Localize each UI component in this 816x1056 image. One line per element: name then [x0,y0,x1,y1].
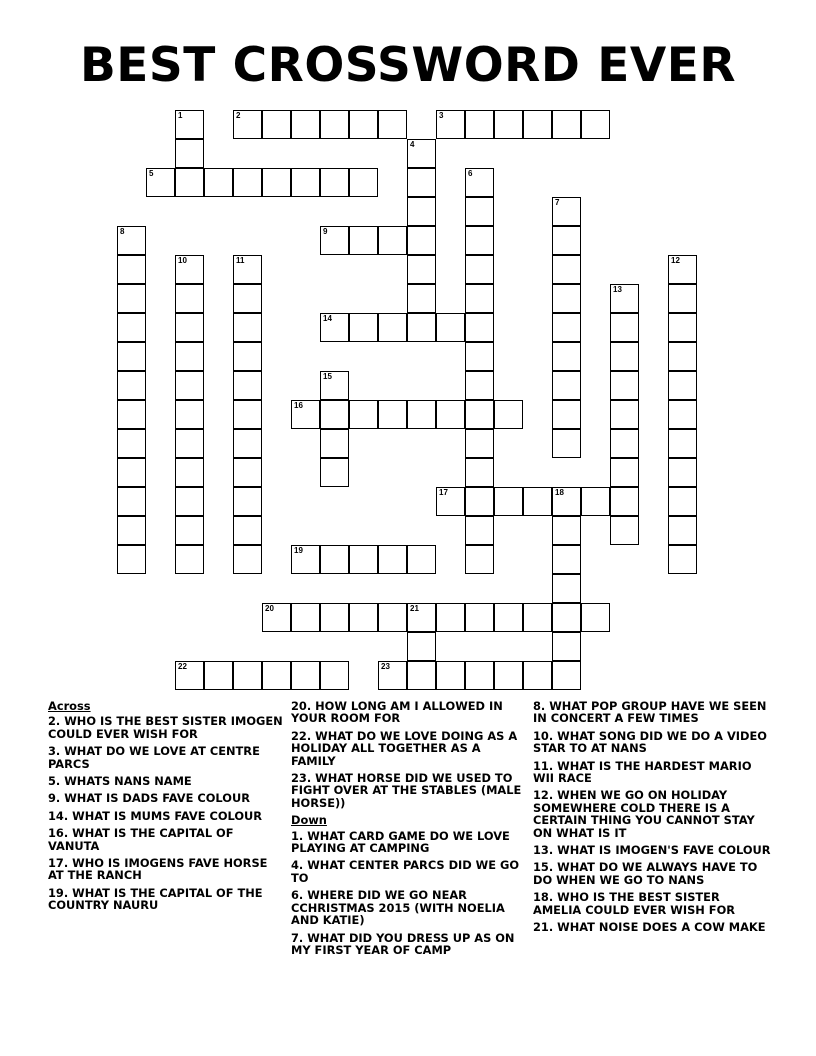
grid-cell[interactable] [175,284,204,313]
grid-cell[interactable] [407,313,436,342]
grid-cell[interactable] [668,545,697,574]
grid-cell[interactable] [349,400,378,429]
grid-cell[interactable] [117,226,146,255]
grid-cell[interactable] [378,110,407,139]
grid-cell[interactable] [117,458,146,487]
grid-cell[interactable] [610,313,639,342]
grid-cell[interactable] [378,545,407,574]
cell-number: 5 [149,169,154,178]
grid-cell[interactable] [117,342,146,371]
grid-cell[interactable] [494,110,523,139]
cell-number: 8 [120,227,125,236]
grid-cell[interactable] [581,603,610,632]
clue-down-13: 13. WHAT IS IMOGEN'S FAVE COLOUR [533,843,771,858]
grid-cell[interactable] [378,313,407,342]
grid-cell[interactable] [378,400,407,429]
grid-cell[interactable] [465,429,494,458]
grid-cell[interactable] [465,110,494,139]
grid-cell[interactable] [610,400,639,429]
grid-cell[interactable] [465,371,494,400]
grid-cell[interactable] [320,429,349,458]
grid-cell[interactable] [117,487,146,516]
clue-across-20: 20. HOW LONG AM I ALLOWED IN YOUR ROOM FOR [291,699,503,726]
grid-cell[interactable] [291,603,320,632]
grid-cell[interactable] [436,313,465,342]
clue-down-7: 7. WHAT DID YOU DRESS UP AS ON MY FIRST YEAR OF CAMP [291,930,515,957]
clue-down-11: 11. WHAT IS THE HARDEST MARIO WII RACE [533,758,752,786]
grid-cell[interactable] [494,661,523,690]
clue-down-18: 18. WHO IS THE BEST SISTER AMELIA COULD EVER WISH FOR [533,890,736,917]
grid-cell[interactable] [407,400,436,429]
grid-cell[interactable] [117,516,146,545]
grid-cell[interactable] [465,603,494,632]
cell-number: 12 [671,256,680,265]
grid-cell[interactable] [320,313,349,342]
cell-number: 21 [410,604,419,613]
grid-cell[interactable] [668,342,697,371]
clue-across-19: 19. WHAT IS THE CAPITAL OF THE COUNTRY NAURU [48,885,263,913]
cell-number: 2 [236,111,241,120]
grid-cell[interactable] [233,400,262,429]
grid-cell[interactable] [117,255,146,284]
grid-cell[interactable] [175,458,204,487]
grid-cell[interactable] [465,545,494,574]
grid-cell[interactable] [233,255,262,284]
grid-cell[interactable] [320,371,349,400]
grid-cell[interactable] [552,255,581,284]
cell-number: 11 [236,256,245,265]
grid-cell[interactable] [262,168,291,197]
clue-across-22: 22. WHAT DO WE LOVE DOING AS A HOLIDAY ALL TOGETHER AS A FAMILY [291,728,518,768]
cell-number: 20 [265,604,274,613]
grid-cell[interactable] [117,400,146,429]
clue-column-3 [533,700,771,939]
grid-cell[interactable] [552,342,581,371]
grid-cell[interactable] [668,458,697,487]
cell-number: 1 [178,111,183,120]
grid-cell[interactable] [523,661,552,690]
grid-cell[interactable] [175,661,204,690]
grid-cell[interactable] [494,487,523,516]
across-heading: Across [48,699,91,713]
grid-cell[interactable] [233,313,262,342]
grid-cell[interactable] [320,458,349,487]
down-heading: Down [291,813,327,828]
grid-cell[interactable] [233,284,262,313]
clue-across-3: 3. WHAT DO WE LOVE AT CENTRE PARCS [48,744,260,771]
grid-cell[interactable] [465,313,494,342]
cell-number: 10 [178,256,187,265]
grid-cell[interactable] [610,487,639,516]
clue-down-10: 10. WHAT SONG DID WE DO A VIDEO STAR TO AT NANS [533,728,767,756]
grid-cell[interactable] [349,313,378,342]
grid-cell[interactable] [581,110,610,139]
grid-cell[interactable] [407,255,436,284]
grid-cell[interactable] [465,400,494,429]
grid-cell[interactable] [175,110,204,139]
clue-down-21: 21. WHAT NOISE DOES A COW MAKE [533,920,766,935]
grid-cell[interactable] [175,545,204,574]
grid-cell[interactable] [668,371,697,400]
clue-across-2: 2. WHO IS THE BEST SISTER IMOGEN COULD EVER WISH FOR [48,714,283,741]
grid-cell[interactable] [552,110,581,139]
cell-number: 16 [294,401,303,410]
grid-cell[interactable] [552,632,581,661]
grid-cell[interactable] [320,545,349,574]
grid-cell[interactable] [320,400,349,429]
grid-cell[interactable] [465,197,494,226]
grid-cell[interactable] [552,429,581,458]
cell-number: 23 [381,662,390,671]
cell-number: 18 [555,488,564,497]
grid-cell[interactable] [233,545,262,574]
grid-cell[interactable] [668,284,697,313]
grid-cell[interactable] [378,661,407,690]
grid-cell[interactable] [465,284,494,313]
grid-cell[interactable] [291,661,320,690]
clue-down-1: 1. WHAT CARD GAME DO WE LOVE PLAYING AT CAMPING [291,828,510,856]
grid-cell[interactable] [552,197,581,226]
cell-number: 22 [178,662,187,671]
grid-cell[interactable] [175,487,204,516]
grid-cell[interactable] [175,429,204,458]
clue-down-15: 15. WHAT DO WE ALWAYS HAVE TO DO WHEN WE GO TO NANS [533,860,758,887]
grid-cell[interactable] [407,226,436,255]
grid-cell[interactable] [465,255,494,284]
clue-down-8: 8. WHAT POP GROUP HAVE WE SEEN IN CONCERT A FEW TIMES [533,699,767,726]
grid-cell[interactable] [407,168,436,197]
grid-cell[interactable] [233,429,262,458]
grid-cell[interactable] [407,545,436,574]
grid-cell[interactable] [668,400,697,429]
clue-across-23: 23. WHAT HORSE DID WE USED TO FIGHT OVER AT THE STABLES (MALE HORSE)) [291,771,522,810]
cell-number: 4 [410,140,415,149]
cell-number: 7 [555,198,560,207]
grid-cell[interactable] [552,487,581,516]
grid-cell[interactable] [552,313,581,342]
grid-cell[interactable] [407,661,436,690]
grid-cell[interactable] [407,197,436,226]
grid-cell[interactable] [175,342,204,371]
grid-cell[interactable] [291,168,320,197]
grid-cell[interactable] [494,400,523,429]
grid-cell[interactable] [668,516,697,545]
grid-cell[interactable] [523,110,552,139]
grid-cell[interactable] [523,487,552,516]
grid-cell[interactable] [320,661,349,690]
grid-cell[interactable] [668,255,697,284]
grid-cell[interactable] [610,429,639,458]
cell-number: 9 [323,227,328,236]
clue-across-9: 9. WHAT IS DADS FAVE COLOUR [48,791,250,806]
puzzle-title: BEST CROSSWORD EVER [79,38,737,93]
grid-cell[interactable] [233,110,262,139]
grid-cell[interactable] [407,632,436,661]
cell-number: 14 [323,314,332,323]
grid-cell[interactable] [320,603,349,632]
grid-cell[interactable] [175,255,204,284]
grid-cell[interactable] [233,371,262,400]
grid-cell[interactable] [407,603,436,632]
grid-cell[interactable] [175,168,204,197]
grid-cell[interactable] [523,603,552,632]
grid-cell[interactable] [436,487,465,516]
grid-cell[interactable] [494,603,523,632]
grid-cell[interactable] [291,400,320,429]
grid-cell[interactable] [233,516,262,545]
grid-cell[interactable] [320,226,349,255]
clue-column-1 [48,700,286,917]
grid-cell[interactable] [610,371,639,400]
grid-cell[interactable] [117,313,146,342]
clue-across-14: 14. WHAT IS MUMS FAVE COLOUR [48,808,263,823]
grid-cell[interactable] [465,168,494,197]
grid-cell[interactable] [291,110,320,139]
cell-number: 13 [613,285,622,294]
grid-cell[interactable] [204,168,233,197]
grid-cell[interactable] [233,168,262,197]
grid-cell[interactable] [436,661,465,690]
grid-cell[interactable] [378,603,407,632]
grid-cell[interactable] [436,603,465,632]
grid-cell[interactable] [117,284,146,313]
grid-cell[interactable] [320,168,349,197]
grid-cell[interactable] [233,458,262,487]
grid-cell[interactable] [262,110,291,139]
grid-cell[interactable] [552,603,581,632]
grid-cell[interactable] [552,545,581,574]
grid-cell[interactable] [610,516,639,545]
grid-cell[interactable] [552,661,581,690]
grid-cell[interactable] [668,313,697,342]
clue-down-4: 4. WHAT CENTER PARCS DID WE GO TO [291,858,520,885]
grid-cell[interactable] [117,545,146,574]
grid-cell[interactable] [262,661,291,690]
grid-cell[interactable] [465,661,494,690]
grid-cell[interactable] [668,429,697,458]
grid-cell[interactable] [233,487,262,516]
grid-cell[interactable] [349,545,378,574]
cell-number: 19 [294,546,303,555]
grid-cell[interactable] [175,139,204,168]
grid-cell[interactable] [465,458,494,487]
grid-cell[interactable] [175,516,204,545]
grid-cell[interactable] [581,487,610,516]
cell-number: 3 [439,111,444,120]
clue-down-6: 6. WHERE DID WE GO NEAR CCHRISTMAS 2015 (WITH NOELIA AND KATIE) [291,888,505,928]
grid-cell[interactable] [407,284,436,313]
grid-cell[interactable] [465,516,494,545]
grid-cell[interactable] [349,603,378,632]
grid-cell[interactable] [146,168,175,197]
grid-cell[interactable] [610,284,639,313]
grid-cell[interactable] [291,545,320,574]
grid-cell[interactable] [552,574,581,603]
grid-cell[interactable] [552,284,581,313]
grid-cell[interactable] [552,226,581,255]
grid-cell[interactable] [610,458,639,487]
grid-cell[interactable] [349,168,378,197]
grid-cell[interactable] [436,400,465,429]
cell-number: 6 [468,169,473,178]
grid-cell[interactable] [320,110,349,139]
grid-cell[interactable] [175,371,204,400]
cell-number: 17 [439,488,448,497]
grid-cell[interactable] [465,487,494,516]
grid-cell[interactable] [262,603,291,632]
grid-cell[interactable] [552,516,581,545]
grid-cell[interactable] [233,661,262,690]
clue-down-12: 12. WHEN WE GO ON HOLIDAY SOMEWHERE COLD THERE IS A CERTAIN THING YOU CANNOT STAY ON WHAT IS IT [533,788,755,840]
grid-cell[interactable] [552,371,581,400]
grid-cell[interactable] [175,313,204,342]
grid-cell[interactable] [349,226,378,255]
grid-cell[interactable] [349,110,378,139]
grid-cell[interactable] [117,429,146,458]
grid-cell[interactable] [407,139,436,168]
clue-column-2 [291,700,529,961]
grid-cell[interactable] [552,400,581,429]
clue-across-17: 17. WHO IS IMOGENS FAVE HORSE AT THE RANCH [48,856,268,883]
grid-cell[interactable] [233,342,262,371]
grid-cell[interactable] [465,226,494,255]
clue-across-5: 5. WHATS NANS NAME [48,774,192,789]
grid-cell[interactable] [610,342,639,371]
grid-cell[interactable] [204,661,233,690]
grid-cell[interactable] [465,342,494,371]
grid-cell[interactable] [117,371,146,400]
grid-cell[interactable] [436,110,465,139]
cell-number: 15 [323,372,332,381]
grid-cell[interactable] [175,400,204,429]
clue-across-16: 16. WHAT IS THE CAPITAL OF VANUTA [48,826,234,853]
grid-cell[interactable] [378,226,407,255]
grid-cell[interactable] [668,487,697,516]
